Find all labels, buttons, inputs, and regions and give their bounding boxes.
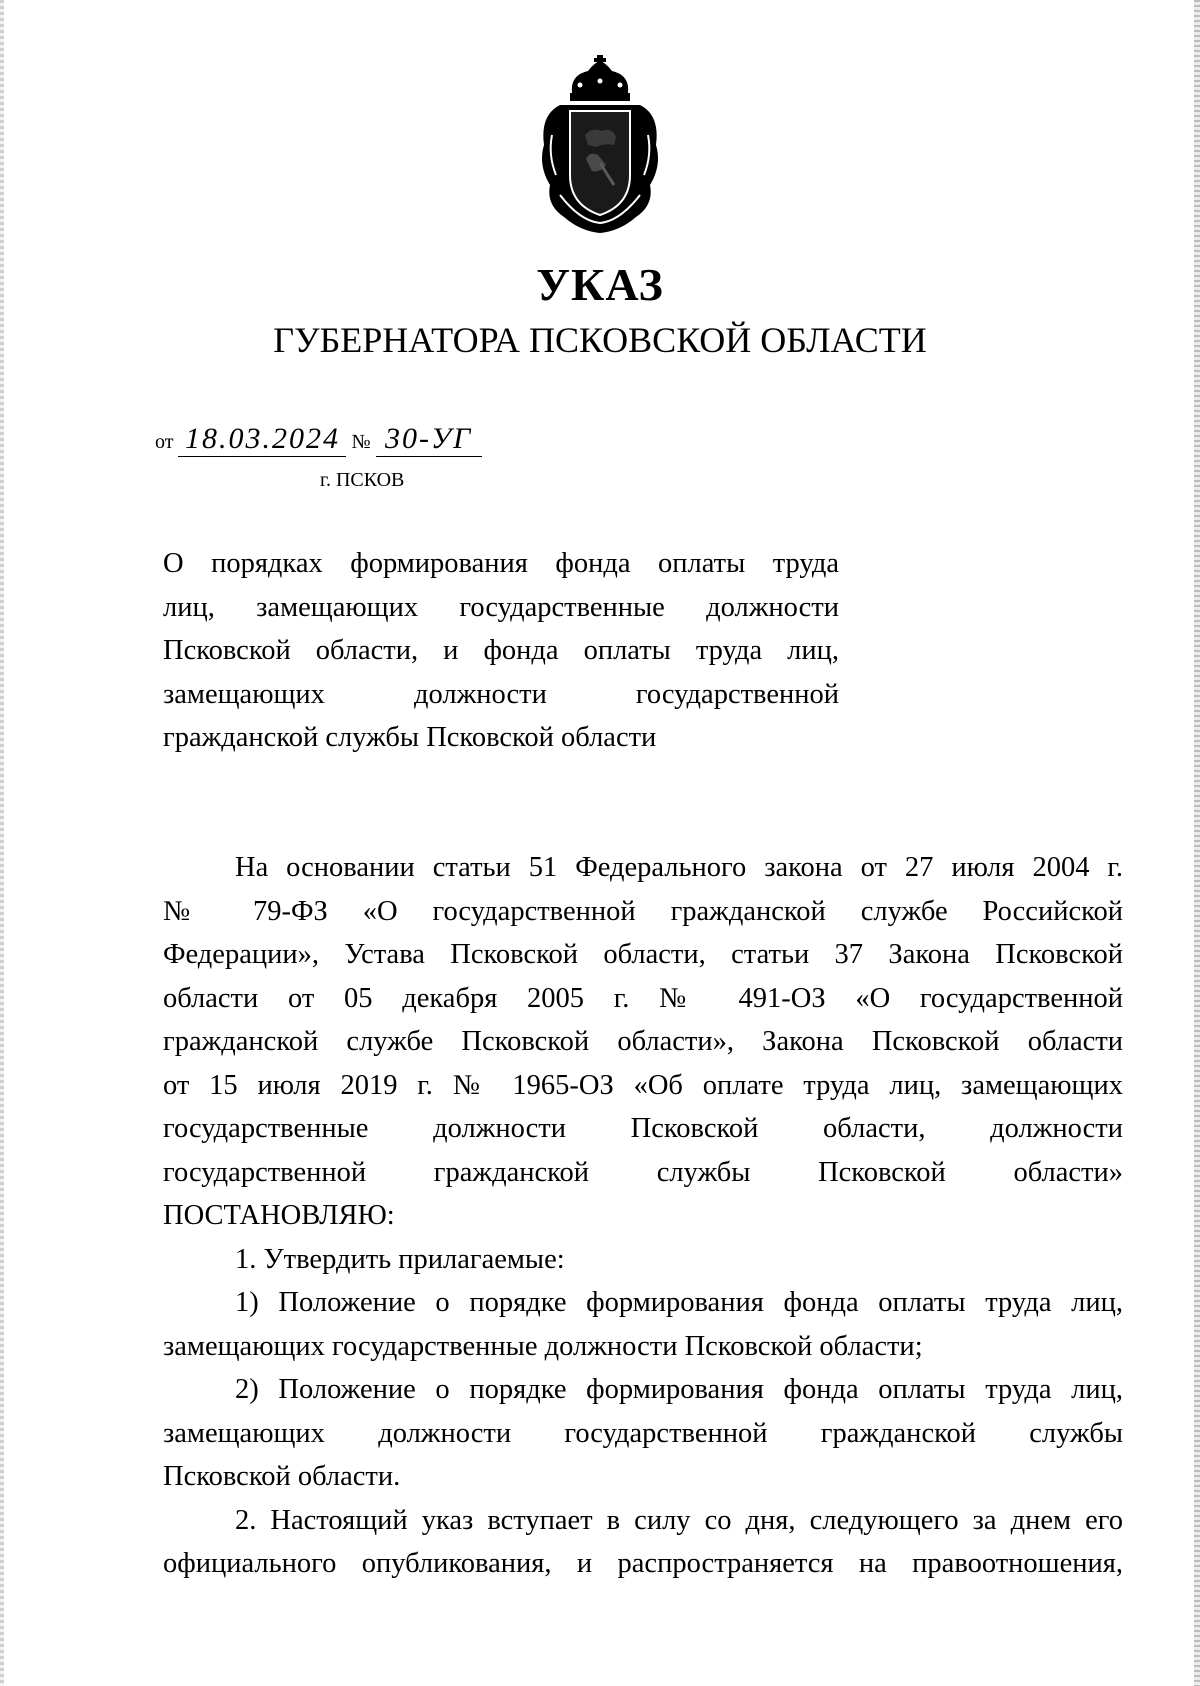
body-line: замещающих государственные должности Псковской области; bbox=[163, 1330, 923, 1362]
body-line: 1. Утвердить прилагаемые: bbox=[235, 1243, 565, 1275]
scan-edge-right bbox=[1194, 0, 1200, 1686]
coat-of-arms-icon bbox=[530, 55, 670, 235]
date-number-line bbox=[155, 422, 482, 462]
body-line: № 79-ФЗ «О государственной гражданской службе Российской bbox=[163, 895, 1123, 927]
body-line: 2. Настоящий указ вступает в силу со дня, следующего за днем его bbox=[235, 1504, 1123, 1536]
date-prefix: от bbox=[155, 431, 174, 453]
body-line: ПОСТАНОВЛЯЮ: bbox=[163, 1200, 395, 1231]
body-line: от 15 июля 2019 г. № 1965-ОЗ «Об оплате труда лиц, замещающих bbox=[163, 1069, 1123, 1101]
body-line: Федерации», Устава Псковской области, статьи 37 Закона Псковской bbox=[163, 939, 1123, 970]
body-line: области от 05 декабря 2005 г. № 491-ОЗ «О государственной bbox=[163, 982, 1123, 1014]
body-line: замещающих должности государственной гражданской службы bbox=[163, 1417, 1123, 1449]
heading-line: Псковской области, и фонда оплаты труда лиц, bbox=[163, 635, 839, 666]
document-subtitle: ГУБЕРНАТОРА ПСКОВСКОЙ ОБЛАСТИ bbox=[273, 320, 927, 360]
date-value: 18.03.2024 bbox=[178, 422, 346, 457]
city-label: г. ПСКОВ bbox=[320, 469, 405, 491]
body-line: официального опубликования, и распространяется на правоотношения, bbox=[163, 1548, 1123, 1579]
body-line: 1) Положение о порядке формирования фонда оплаты труда лиц, bbox=[235, 1287, 1123, 1318]
body-line: государственной гражданской службы Псковской области» bbox=[163, 1156, 1123, 1188]
heading-line: лиц, замещающих государственные должности bbox=[163, 591, 839, 623]
decree-heading bbox=[163, 542, 839, 760]
body-line: Псковской области. bbox=[163, 1461, 401, 1492]
body-line: На основании статьи 51 Федерального закона от 27 июля 2004 г. bbox=[235, 852, 1123, 883]
decree-body bbox=[163, 846, 1123, 1586]
number-value: 30-УГ bbox=[376, 422, 482, 457]
document-title: УКАЗ bbox=[536, 259, 664, 310]
body-line: гражданской службе Псковской области», Закона Псковской области bbox=[163, 1026, 1123, 1057]
heading-line: гражданской службы Псковской области bbox=[163, 722, 657, 753]
number-prefix: № bbox=[351, 431, 371, 453]
heading-line: замещающих должности государственной bbox=[163, 678, 839, 710]
scan-edge-left bbox=[0, 0, 4, 1686]
heading-line: О порядках формирования фонда оплаты труда bbox=[163, 548, 839, 579]
body-line: 2) Положение о порядке формирования фонда оплаты труда лиц, bbox=[235, 1374, 1123, 1405]
body-line: государственные должности Псковской области, должности bbox=[163, 1113, 1123, 1144]
